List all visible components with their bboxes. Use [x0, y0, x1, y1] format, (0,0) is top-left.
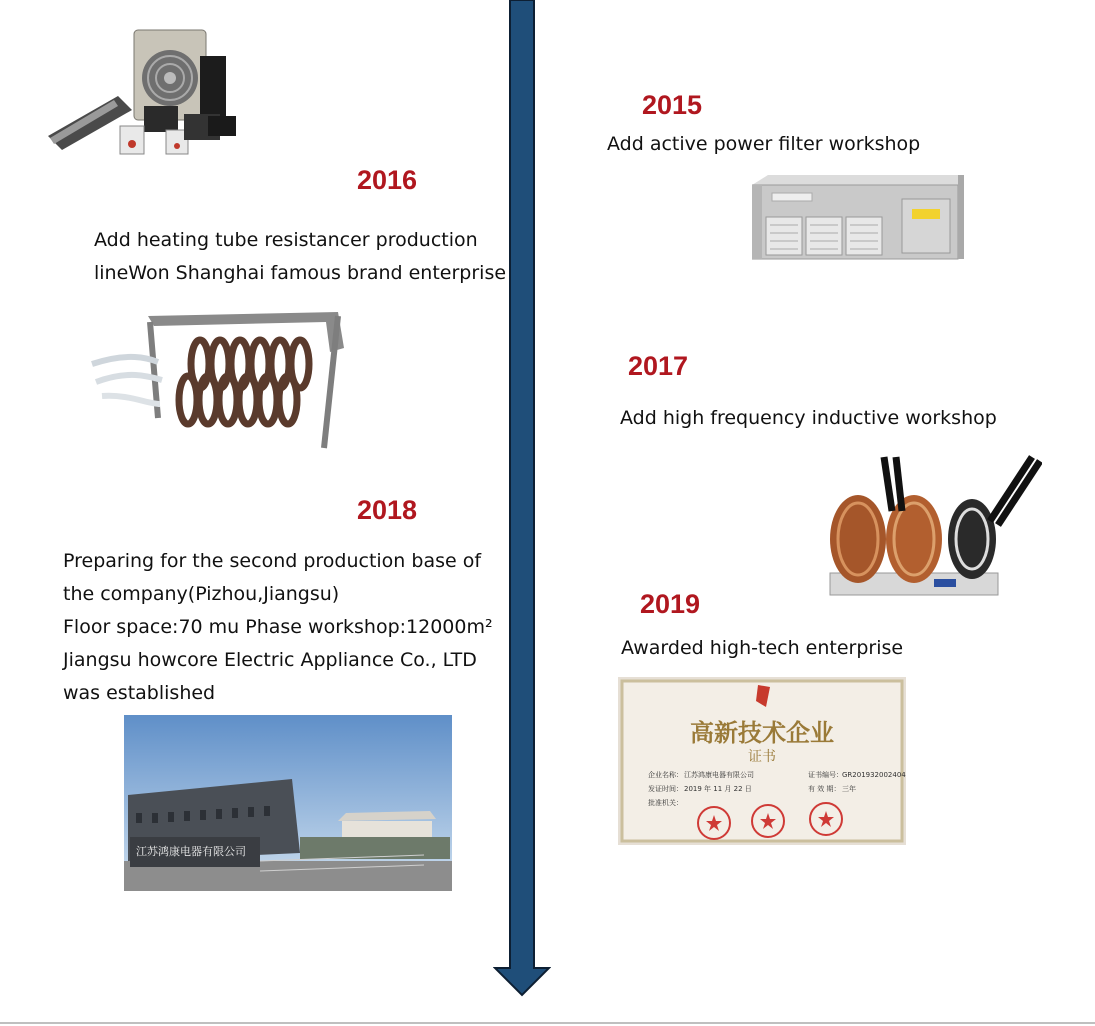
cert-date-label: 发证时间： — [648, 785, 683, 793]
cert-valid-label: 有 效 期： — [808, 785, 841, 793]
factory-sign-text: 江苏鸿康电器有限公司 — [136, 845, 246, 858]
event-2019-text — [621, 632, 903, 665]
high-tech-certificate-image — [618, 677, 906, 845]
event-2019-line: Awarded high-tech enterprise — [621, 637, 904, 659]
cert-company-label: 企业名称： — [648, 771, 683, 779]
cert-company: 江苏鸿康电器有限公司 — [684, 771, 754, 779]
cert-number: GR201932002404 — [842, 771, 906, 779]
event-2018-line: Jiangsu howcore Electric Appliance Co., LTD — [63, 649, 477, 671]
year-2018: 2018 — [357, 495, 418, 525]
event-2018-line: was established — [63, 682, 216, 704]
cert-title: 高新技术企业 — [690, 718, 834, 747]
cert-subtitle: 证书 — [748, 749, 776, 765]
year-2019: 2019 — [640, 589, 701, 619]
event-2018-text — [63, 545, 493, 710]
heating-coil-resistor-image — [88, 308, 354, 456]
timeline-axis-arrow — [493, 0, 551, 1000]
year-2016: 2016 — [357, 165, 418, 195]
cert-valid: 三年 — [842, 785, 856, 793]
year-2015: 2015 — [642, 90, 703, 120]
event-2017-text — [620, 402, 997, 435]
active-power-filter-image — [752, 175, 964, 261]
event-2018-line: the company(Pizhou,Jiangsu) — [63, 583, 340, 605]
factory-photo — [124, 715, 452, 891]
year-2017: 2017 — [628, 351, 689, 381]
event-2015-line: Add active power filter workshop — [607, 133, 921, 155]
cert-approver-label: 批准机关： — [648, 799, 683, 807]
event-2017-line: Add high frequency inductive workshop — [620, 407, 997, 429]
bottom-divider — [0, 1022, 1095, 1024]
event-2016-line: Add heating tube resistancer production — [94, 229, 478, 251]
event-2016-line: lineWon Shanghai famous brand enterprise — [94, 262, 507, 284]
high-frequency-inductor-image — [822, 455, 1042, 597]
heater-products-image — [48, 26, 248, 164]
event-2015-text — [607, 128, 920, 161]
cert-number-label: 证书编号： — [808, 771, 843, 779]
cert-date: 2019 年 11 月 22 日 — [684, 785, 752, 793]
event-2018-line: Preparing for the second production base of — [63, 550, 482, 572]
event-2016-text — [94, 224, 506, 290]
event-2018-line: Floor space:70 mu Phase workshop:12000m² — [63, 616, 493, 638]
